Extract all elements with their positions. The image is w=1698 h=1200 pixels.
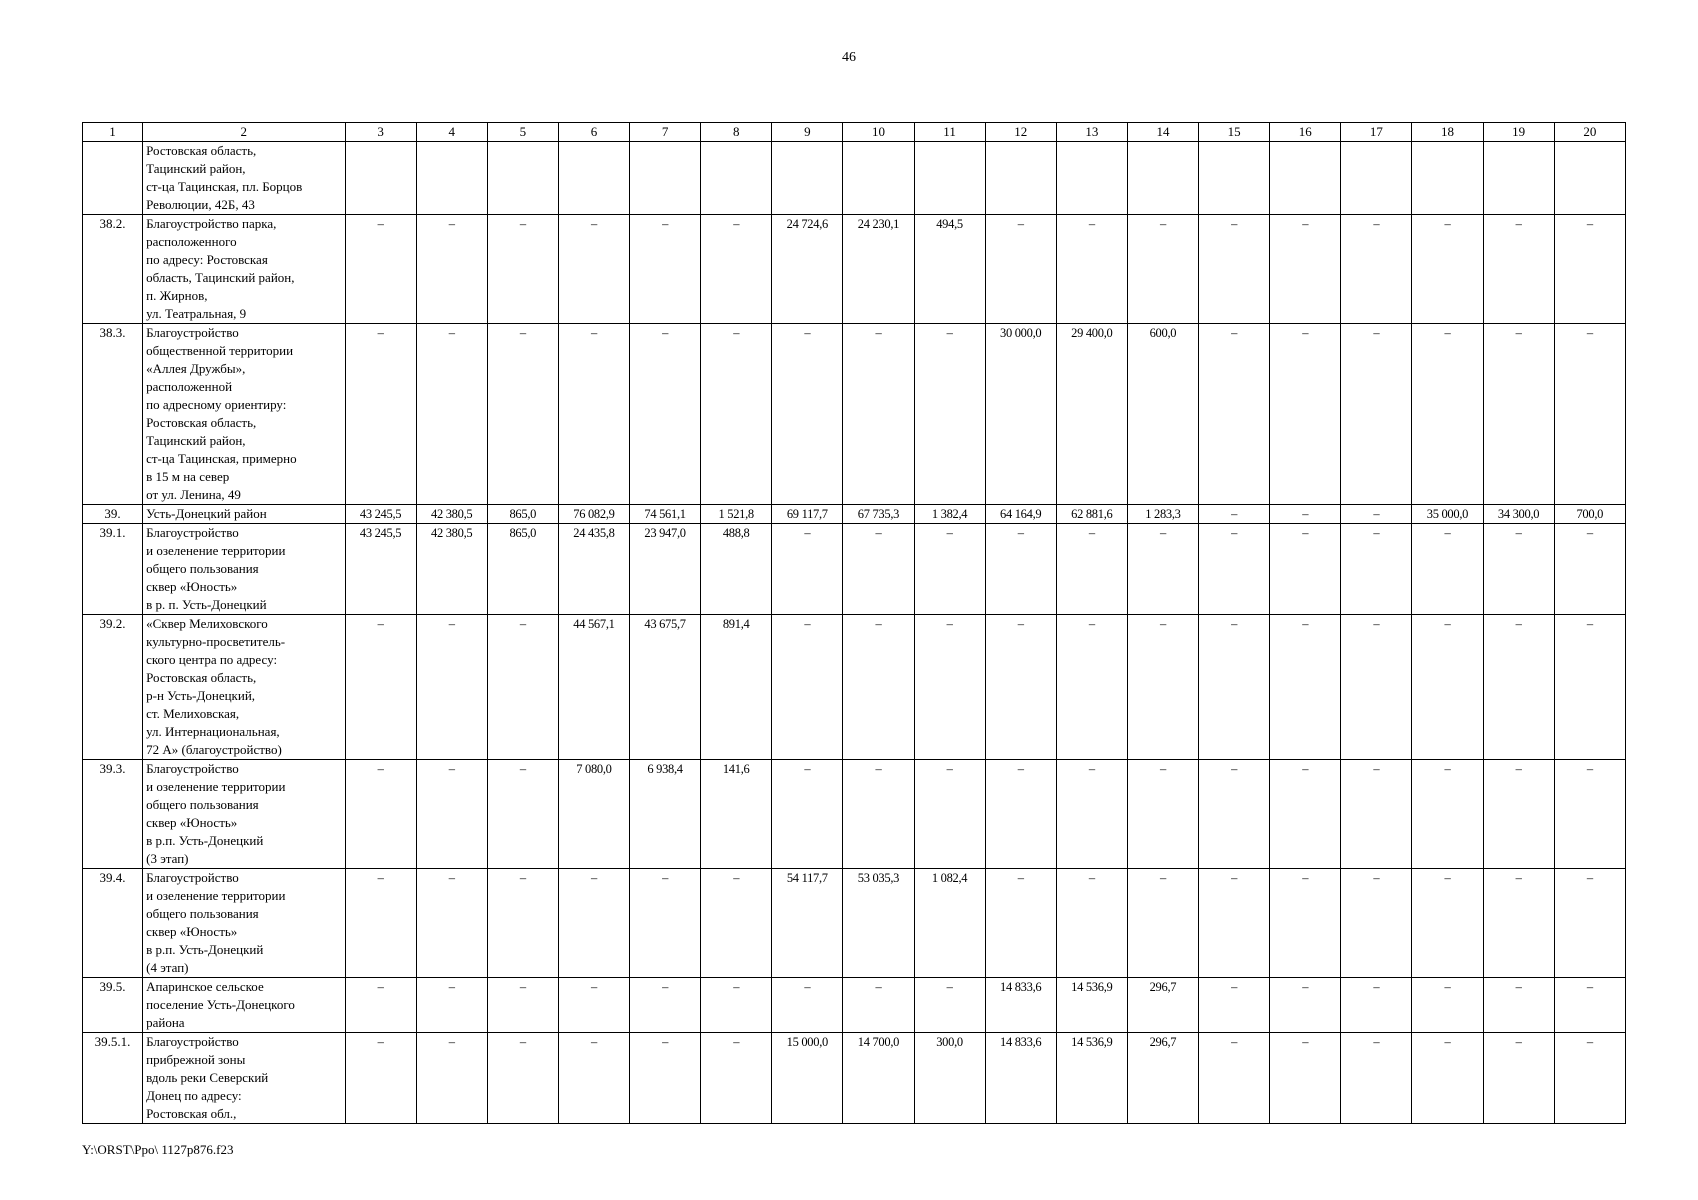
cell-col-3: – <box>345 215 416 324</box>
row-name: Благоустройство и озеленение территории общего пользования сквер «Юность» в р. п. Усть-Донецкий <box>143 524 345 615</box>
cell-col-17: – <box>1341 1033 1412 1124</box>
cell-col-18: – <box>1412 1033 1483 1124</box>
table-row <box>83 1033 1626 1124</box>
footer-file-path: Y:\ORST\Ppo\ 1127p876.f23 <box>82 1142 234 1157</box>
column-header-2: 2 <box>143 123 345 142</box>
cell-col-16: – <box>1270 869 1341 978</box>
cell-col-14: – <box>1127 869 1198 978</box>
cell-col-5 <box>487 142 558 215</box>
cell-col-6: – <box>558 215 629 324</box>
cell-col-19: – <box>1483 978 1554 1033</box>
cell-col-5: – <box>487 978 558 1033</box>
cell-col-13 <box>1056 142 1127 215</box>
row-number: 38.3. <box>83 324 143 505</box>
cell-col-14: – <box>1127 760 1198 869</box>
cell-col-10: – <box>843 524 914 615</box>
cell-col-5: – <box>487 215 558 324</box>
row-name: Усть-Донецкий район <box>143 505 345 524</box>
row-number: 39. <box>83 505 143 524</box>
cell-col-6: 24 435,8 <box>558 524 629 615</box>
cell-col-19: – <box>1483 869 1554 978</box>
cell-col-19: – <box>1483 615 1554 760</box>
cell-col-14: – <box>1127 524 1198 615</box>
cell-col-10: 14 700,0 <box>843 1033 914 1124</box>
cell-col-6: – <box>558 324 629 505</box>
cell-col-17: – <box>1341 615 1412 760</box>
cell-col-20: – <box>1554 615 1625 760</box>
cell-col-8: 488,8 <box>701 524 772 615</box>
cell-col-12: 30 000,0 <box>985 324 1056 505</box>
cell-col-16: – <box>1270 505 1341 524</box>
cell-col-4: – <box>416 869 487 978</box>
row-number: 39.4. <box>83 869 143 978</box>
cell-col-9: – <box>772 978 843 1033</box>
cell-col-17 <box>1341 142 1412 215</box>
cell-col-10: – <box>843 324 914 505</box>
row-number: 39.2. <box>83 615 143 760</box>
cell-col-8: – <box>701 215 772 324</box>
cell-col-13: – <box>1056 215 1127 324</box>
cell-col-9: 24 724,6 <box>772 215 843 324</box>
column-header-18: 18 <box>1412 123 1483 142</box>
row-number: 39.5. <box>83 978 143 1033</box>
column-header-20: 20 <box>1554 123 1625 142</box>
cell-col-19: – <box>1483 1033 1554 1124</box>
cell-col-15 <box>1199 142 1270 215</box>
column-header-14: 14 <box>1127 123 1198 142</box>
cell-col-7 <box>630 142 701 215</box>
cell-col-4: 42 380,5 <box>416 505 487 524</box>
cell-col-20: – <box>1554 978 1625 1033</box>
table-row <box>83 760 1626 869</box>
row-name: «Сквер Мелиховского культурно-просветитель- ского центра по адресу: Ростовская область, р-н Усть-Донецкий, ст. Мелиховская, ул. Интернациональная, 72 А» (благоустройство) <box>143 615 345 760</box>
cell-col-7: – <box>630 1033 701 1124</box>
table-row <box>83 215 1626 324</box>
cell-col-7: – <box>630 324 701 505</box>
cell-col-20: – <box>1554 524 1625 615</box>
cell-col-19: – <box>1483 524 1554 615</box>
cell-col-7: 74 561,1 <box>630 505 701 524</box>
cell-col-5: – <box>487 324 558 505</box>
cell-col-18: 35 000,0 <box>1412 505 1483 524</box>
cell-col-14: 296,7 <box>1127 1033 1198 1124</box>
cell-col-10: 24 230,1 <box>843 215 914 324</box>
row-number: 39.3. <box>83 760 143 869</box>
cell-col-16: – <box>1270 324 1341 505</box>
cell-col-17: – <box>1341 524 1412 615</box>
cell-col-11: – <box>914 615 985 760</box>
cell-col-11: 300,0 <box>914 1033 985 1124</box>
cell-col-13: – <box>1056 760 1127 869</box>
cell-col-20: – <box>1554 324 1625 505</box>
cell-col-10: – <box>843 615 914 760</box>
cell-col-12: – <box>985 869 1056 978</box>
cell-col-7: 6 938,4 <box>630 760 701 869</box>
cell-col-17: – <box>1341 324 1412 505</box>
table-row <box>83 505 1626 524</box>
column-header-4: 4 <box>416 123 487 142</box>
cell-col-11: 1 382,4 <box>914 505 985 524</box>
cell-col-12: 14 833,6 <box>985 978 1056 1033</box>
column-header-11: 11 <box>914 123 985 142</box>
page-number: 46 <box>842 50 856 65</box>
cell-col-4: – <box>416 215 487 324</box>
cell-col-3: 43 245,5 <box>345 505 416 524</box>
cell-col-4: – <box>416 978 487 1033</box>
cell-col-17: – <box>1341 505 1412 524</box>
cell-col-5: 865,0 <box>487 524 558 615</box>
column-header-13: 13 <box>1056 123 1127 142</box>
column-header-7: 7 <box>630 123 701 142</box>
row-name: Ростовская область, Тацинский район, ст-ца Тацинская, пл. Борцов Революции, 42Б, 43 <box>143 142 345 215</box>
cell-col-18: – <box>1412 978 1483 1033</box>
cell-col-8: – <box>701 978 772 1033</box>
cell-col-9: – <box>772 524 843 615</box>
cell-col-17: – <box>1341 978 1412 1033</box>
cell-col-15: – <box>1199 324 1270 505</box>
cell-col-9: – <box>772 615 843 760</box>
cell-col-3: – <box>345 1033 416 1124</box>
cell-col-10: – <box>843 760 914 869</box>
cell-col-6: – <box>558 869 629 978</box>
cell-col-15: – <box>1199 760 1270 869</box>
cell-col-16: – <box>1270 524 1341 615</box>
cell-col-16 <box>1270 142 1341 215</box>
cell-col-19: – <box>1483 760 1554 869</box>
cell-col-16: – <box>1270 1033 1341 1124</box>
cell-col-4: – <box>416 324 487 505</box>
cell-col-4: 42 380,5 <box>416 524 487 615</box>
table-row <box>83 324 1626 505</box>
cell-col-15: – <box>1199 215 1270 324</box>
cell-col-12: – <box>985 615 1056 760</box>
cell-col-15: – <box>1199 524 1270 615</box>
header-row <box>83 123 1626 142</box>
cell-col-18: – <box>1412 760 1483 869</box>
cell-col-4: – <box>416 615 487 760</box>
cell-col-9: – <box>772 324 843 505</box>
cell-col-11: – <box>914 324 985 505</box>
cell-col-11: – <box>914 760 985 869</box>
cell-col-13: 29 400,0 <box>1056 324 1127 505</box>
cell-col-16: – <box>1270 215 1341 324</box>
cell-col-7: – <box>630 215 701 324</box>
cell-col-10: – <box>843 978 914 1033</box>
cell-col-3 <box>345 142 416 215</box>
cell-col-13: 14 536,9 <box>1056 978 1127 1033</box>
cell-col-9: – <box>772 760 843 869</box>
cell-col-5: 865,0 <box>487 505 558 524</box>
cell-col-20: – <box>1554 869 1625 978</box>
cell-col-3: 43 245,5 <box>345 524 416 615</box>
cell-col-5: – <box>487 1033 558 1124</box>
cell-col-6: – <box>558 978 629 1033</box>
cell-col-13: – <box>1056 524 1127 615</box>
cell-col-7: – <box>630 978 701 1033</box>
cell-col-14: – <box>1127 215 1198 324</box>
cell-col-7: 23 947,0 <box>630 524 701 615</box>
cell-col-20: – <box>1554 215 1625 324</box>
cell-col-14: – <box>1127 615 1198 760</box>
cell-col-5: – <box>487 615 558 760</box>
cell-col-4: – <box>416 1033 487 1124</box>
table-row <box>83 524 1626 615</box>
table-row <box>83 869 1626 978</box>
cell-col-10: 53 035,3 <box>843 869 914 978</box>
column-header-15: 15 <box>1199 123 1270 142</box>
cell-col-6: 44 567,1 <box>558 615 629 760</box>
cell-col-11: – <box>914 524 985 615</box>
cell-col-14 <box>1127 142 1198 215</box>
row-name: Благоустройство парка, расположенного по адресу: Ростовская область, Тацинский район, п. Жирнов, ул. Театральная, 9 <box>143 215 345 324</box>
cell-col-12 <box>985 142 1056 215</box>
cell-col-12: – <box>985 524 1056 615</box>
cell-col-17: – <box>1341 215 1412 324</box>
cell-col-17: – <box>1341 869 1412 978</box>
cell-col-5: – <box>487 760 558 869</box>
cell-col-8 <box>701 142 772 215</box>
cell-col-7: – <box>630 869 701 978</box>
cell-col-13: – <box>1056 869 1127 978</box>
cell-col-8: – <box>701 1033 772 1124</box>
cell-col-8: 891,4 <box>701 615 772 760</box>
cell-col-11: – <box>914 978 985 1033</box>
cell-col-19: 34 300,0 <box>1483 505 1554 524</box>
cell-col-16: – <box>1270 760 1341 869</box>
cell-col-15: – <box>1199 978 1270 1033</box>
row-name: Благоустройство прибрежной зоны вдоль реки Северский Донец по адресу: Ростовская обл., <box>143 1033 345 1124</box>
cell-col-3: – <box>345 869 416 978</box>
cell-col-9 <box>772 142 843 215</box>
column-header-5: 5 <box>487 123 558 142</box>
cell-col-15: – <box>1199 505 1270 524</box>
cell-col-19 <box>1483 142 1554 215</box>
column-header-8: 8 <box>701 123 772 142</box>
row-name: Благоустройство общественной территории «Аллея Дружбы», расположенной по адресному ориентиру: Ростовская область, Тацинский район, ст-ца Тацинская, примерно в 15 м на север от ул. Ленина, 49 <box>143 324 345 505</box>
cell-col-16: – <box>1270 978 1341 1033</box>
column-header-3: 3 <box>345 123 416 142</box>
row-number <box>83 142 143 215</box>
column-header-12: 12 <box>985 123 1056 142</box>
table-row <box>83 142 1626 215</box>
cell-col-15: – <box>1199 615 1270 760</box>
column-header-19: 19 <box>1483 123 1554 142</box>
cell-col-9: 15 000,0 <box>772 1033 843 1124</box>
cell-col-8: – <box>701 324 772 505</box>
cell-col-12: 64 164,9 <box>985 505 1056 524</box>
cell-col-6: 76 082,9 <box>558 505 629 524</box>
cell-col-15: – <box>1199 869 1270 978</box>
cell-col-9: 54 117,7 <box>772 869 843 978</box>
cell-col-3: – <box>345 615 416 760</box>
row-name: Апаринское сельское поселение Усть-Донецкого района <box>143 978 345 1033</box>
cell-col-6: 7 080,0 <box>558 760 629 869</box>
row-number: 39.5.1. <box>83 1033 143 1124</box>
cell-col-13: – <box>1056 615 1127 760</box>
cell-col-7: 43 675,7 <box>630 615 701 760</box>
cell-col-11: 494,5 <box>914 215 985 324</box>
cell-col-9: 69 117,7 <box>772 505 843 524</box>
cell-col-14: 600,0 <box>1127 324 1198 505</box>
cell-col-20: – <box>1554 1033 1625 1124</box>
column-header-17: 17 <box>1341 123 1412 142</box>
cell-col-13: 14 536,9 <box>1056 1033 1127 1124</box>
cell-col-12: – <box>985 760 1056 869</box>
cell-col-6 <box>558 142 629 215</box>
cell-col-15: – <box>1199 1033 1270 1124</box>
cell-col-3: – <box>345 324 416 505</box>
cell-col-10: 67 735,3 <box>843 505 914 524</box>
cell-col-8: 141,6 <box>701 760 772 869</box>
cell-col-20: 700,0 <box>1554 505 1625 524</box>
cell-col-14: 1 283,3 <box>1127 505 1198 524</box>
cell-col-6: – <box>558 1033 629 1124</box>
financing-table <box>82 122 1626 1124</box>
table-body <box>83 142 1626 1124</box>
table-row <box>83 978 1626 1033</box>
row-name: Благоустройство и озеленение территории общего пользования сквер «Юность» в р.п. Усть-Донецкий (3 этап) <box>143 760 345 869</box>
cell-col-4 <box>416 142 487 215</box>
row-name: Благоустройство и озеленение территории общего пользования сквер «Юность» в р.п. Усть-Донецкий (4 этап) <box>143 869 345 978</box>
column-header-10: 10 <box>843 123 914 142</box>
cell-col-3: – <box>345 978 416 1033</box>
cell-col-13: 62 881,6 <box>1056 505 1127 524</box>
cell-col-19: – <box>1483 324 1554 505</box>
column-header-16: 16 <box>1270 123 1341 142</box>
cell-col-12: 14 833,6 <box>985 1033 1056 1124</box>
cell-col-18 <box>1412 142 1483 215</box>
cell-col-8: 1 521,8 <box>701 505 772 524</box>
cell-col-11 <box>914 142 985 215</box>
cell-col-4: – <box>416 760 487 869</box>
cell-col-18: – <box>1412 869 1483 978</box>
cell-col-18: – <box>1412 615 1483 760</box>
cell-col-18: – <box>1412 215 1483 324</box>
cell-col-14: 296,7 <box>1127 978 1198 1033</box>
cell-col-8: – <box>701 869 772 978</box>
cell-col-10 <box>843 142 914 215</box>
row-number: 38.2. <box>83 215 143 324</box>
cell-col-19: – <box>1483 215 1554 324</box>
cell-col-18: – <box>1412 524 1483 615</box>
column-header-1: 1 <box>83 123 143 142</box>
column-header-6: 6 <box>558 123 629 142</box>
table-row <box>83 615 1626 760</box>
cell-col-20: – <box>1554 760 1625 869</box>
cell-col-11: 1 082,4 <box>914 869 985 978</box>
cell-col-5: – <box>487 869 558 978</box>
cell-col-17: – <box>1341 760 1412 869</box>
cell-col-12: – <box>985 215 1056 324</box>
column-header-9: 9 <box>772 123 843 142</box>
cell-col-20 <box>1554 142 1625 215</box>
cell-col-16: – <box>1270 615 1341 760</box>
cell-col-3: – <box>345 760 416 869</box>
row-number: 39.1. <box>83 524 143 615</box>
cell-col-18: – <box>1412 324 1483 505</box>
